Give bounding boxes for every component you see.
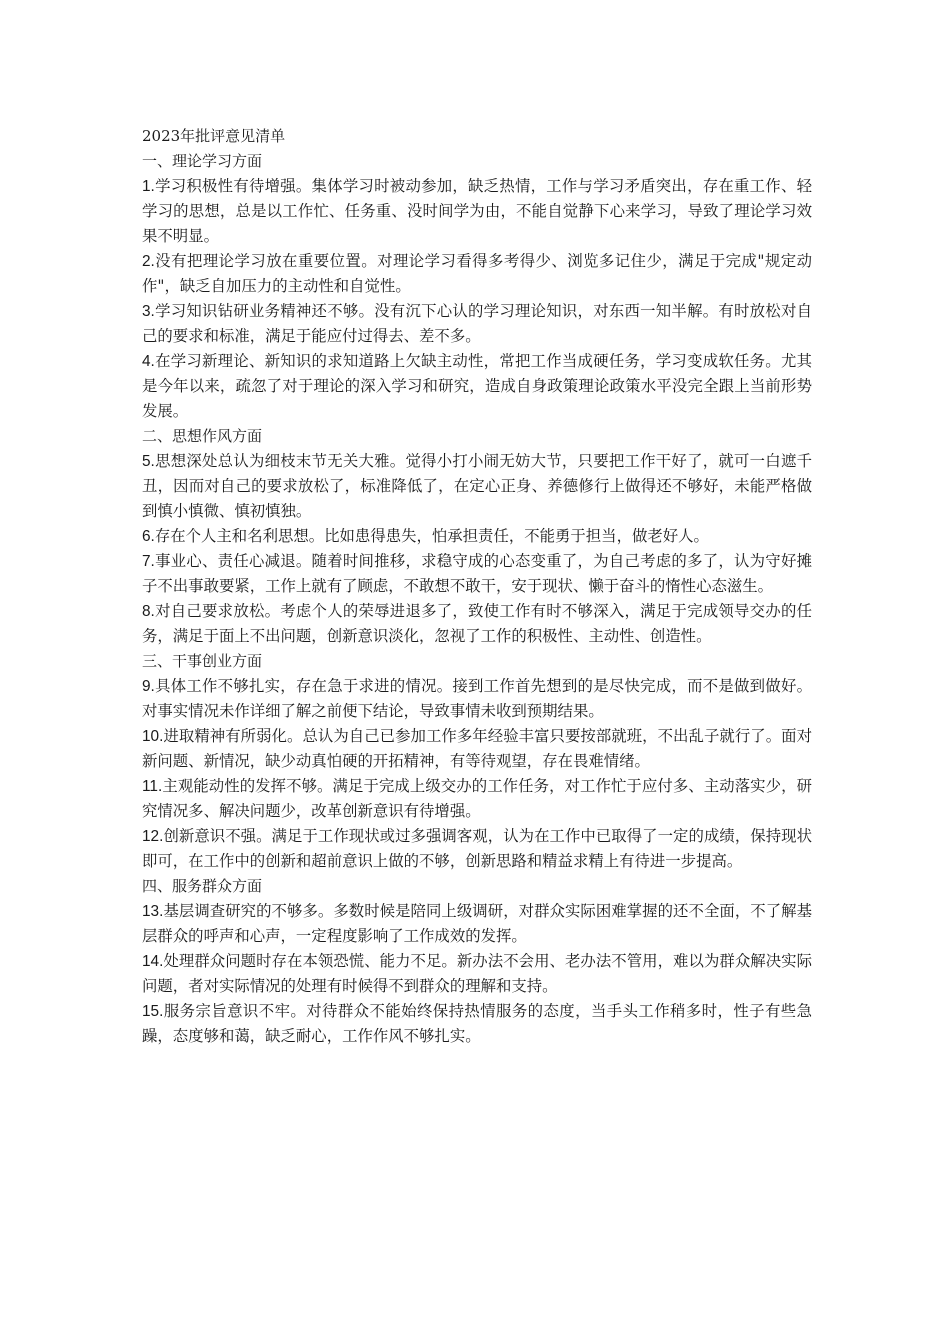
list-item	[142, 299, 812, 349]
section-theory-study	[142, 149, 812, 424]
section-heading: 四、服务群众方面	[142, 877, 263, 895]
item-text: 在学习新理论、新知识的求知道路上欠缺主动性，常把工作当成硬任务，学习变成软任务。尤其是今年以来，疏忽了对于理论的深入学习和研究，造成自身政策理论政策水平没完全跟上当前形势发展。	[142, 352, 812, 420]
list-item	[142, 524, 812, 549]
list-item	[142, 724, 812, 774]
item-number: 13.	[142, 903, 164, 920]
item-number: 8.	[142, 603, 155, 620]
item-number: 1.	[142, 178, 155, 195]
item-text: 处理群众问题时存在本领恐慌、能力不足。新办法不会用、老办法不管用，难以为群众解决实际问题，者对实际情况的处理有时候得不到群众的理解和支持。	[142, 952, 812, 995]
item-text: 创新意识不强。满足于工作现状或过多强调客观，认为在工作中已取得了一定的成绩，保持现状即可，在工作中的创新和超前意识上做的不够，创新思路和精益求精上有待进一步提高。	[142, 827, 812, 870]
item-text: 学习知识钻研业务精神还不够。没有沉下心认的学习理论知识，对东西一知半解。有时放松对自己的要求和标准，满足于能应付过得去、差不多。	[142, 302, 812, 345]
item-text: 没有把理论学习放在重要位置。对理论学习看得多考得少、浏览多记住少，满足于完成"规定动作"，缺乏自加压力的主动性和自觉性。	[142, 252, 812, 295]
item-text: 事业心、责任心减退。随着时间推移，求稳守成的心态变重了，为自己考虑的多了，认为守好摊子不出事敢要紧，工作上就有了顾虑，不敢想不敢干，安于现状、懒于奋斗的惰性心态滋生。	[142, 552, 812, 595]
item-number: 4.	[142, 353, 155, 370]
list-item	[142, 774, 812, 824]
list-item	[142, 174, 812, 249]
item-text: 对自己要求放松。考虑个人的荣辱进退多了，致使工作有时不够深入，满足于完成领导交办的任务，满足于面上不出问题，创新意识淡化，忽视了工作的积极性、主动性、创造性。	[142, 602, 812, 645]
list-item	[142, 449, 812, 524]
section-heading: 二、思想作风方面	[142, 427, 263, 445]
list-item	[142, 999, 812, 1049]
list-item	[142, 824, 812, 874]
item-number: 11.	[142, 778, 163, 795]
list-item	[142, 599, 812, 649]
item-number: 7.	[142, 553, 155, 570]
list-item	[142, 249, 812, 299]
document-page	[142, 124, 812, 1049]
item-number: 3.	[142, 303, 155, 320]
item-text: 基层调查研究的不够多。多数时候是陪同上级调研，对群众实际困难掌握的还不全面，不了解基层群众的呼声和心声，一定程度影响了工作成效的发挥。	[142, 902, 812, 945]
item-number: 12.	[142, 828, 164, 845]
list-item	[142, 899, 812, 949]
list-item	[142, 549, 812, 599]
document-title: 2023年批评意见清单	[142, 127, 286, 145]
item-number: 15.	[142, 1003, 164, 1020]
item-number: 10.	[142, 728, 164, 745]
list-item	[142, 674, 812, 724]
section-heading: 三、干事创业方面	[142, 652, 263, 670]
item-number: 9.	[142, 678, 155, 695]
item-text: 进取精神有所弱化。总认为自己已参加工作多年经验丰富只要按部就班，不出乱子就行了。面对新问题、新情况，缺少动真怕硬的开拓精神，有等待观望，存在畏难情绪。	[142, 727, 812, 770]
item-text: 学习积极性有待增强。集体学习时被动参加，缺乏热情，工作与学习矛盾突出，存在重工作、轻学习的思想，总是以工作忙、任务重、没时间学为由，不能自觉静下心来学习，导致了理论学习效果不明显。	[142, 177, 812, 245]
item-text: 思想深处总认为细枝末节无关大雅。觉得小打小闹无妨大节，只要把工作干好了，就可一白遮千丑，因而对自己的要求放松了，标准降低了，在定心正身、养德修行上做得还不够好，未能严格做到慎小慎微、慎初慎独。	[142, 452, 812, 520]
list-item	[142, 349, 812, 424]
section-serving-masses	[142, 874, 812, 1049]
item-number: 6.	[142, 528, 155, 545]
item-text: 主观能动性的发挥不够。满足于完成上级交办的工作任务，对工作忙于应付多、主动落实少，研究情况多、解决问题少，改革创新意识有待增强。	[142, 777, 812, 820]
item-number: 14.	[142, 953, 164, 970]
item-number: 2.	[142, 253, 155, 270]
list-item	[142, 949, 812, 999]
item-number: 5.	[142, 453, 155, 470]
section-heading: 一、理论学习方面	[142, 152, 263, 170]
item-text: 存在个人主和名利思想。比如患得患失，怕承担责任，不能勇于担当，做老好人。	[154, 527, 709, 545]
section-thinking-style	[142, 424, 812, 649]
section-work-entrepreneurship	[142, 649, 812, 874]
item-text: 服务宗旨意识不牢。对待群众不能始终保持热情服务的态度，当手头工作稍多时，性子有些急躁，态度够和蔼，缺乏耐心，工作作风不够扎实。	[142, 1002, 812, 1045]
item-text: 具体工作不够扎实，存在急于求进的情况。接到工作首先想到的是尽快完成，而不是做到做好。对事实情况未作详细了解之前便下结论，导致事情未收到预期结果。	[142, 677, 812, 720]
